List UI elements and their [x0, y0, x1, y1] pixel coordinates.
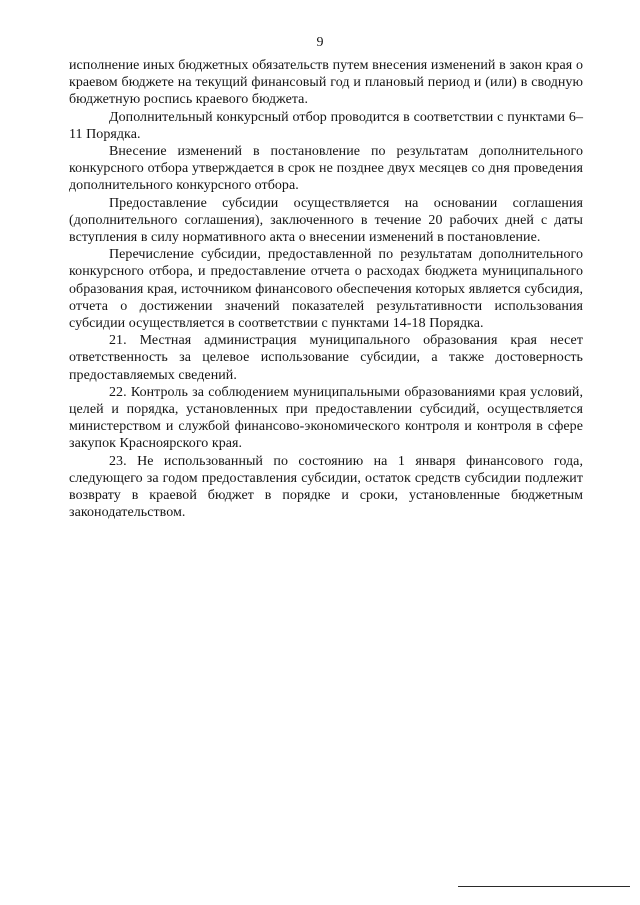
paragraph-continuation: исполнение иных бюджетных обязательств путем внесения изменений в закон края о краевом бюджете на текущий финансовый год и плановый период и (или) в сводную бюджетную роспись краевого бюджета.: [69, 58, 583, 108]
paragraph-subsidy-agreement: Предоставление субсидии осуществляется на основании соглашения (дополнительного соглашения), заключенного в течение 20 рабочих дней с даты вступления в силу нормативного акта о внесении изменений в постановление.: [69, 195, 583, 246]
paragraph-item-22: 22. Контроль за соблюдением муниципальными образованиями края условий, целей и порядка, установленных при предоставлении субсидий, осуществляется министерством и службой финансово-экономического контроля и контроля в сфере закупок Красноярского края.: [69, 384, 583, 452]
paragraph-item-23: 23. Не использованный по состоянию на 1 января финансового года, следующего за годом предоставления субсидии, остаток средств субсидии подлежит возврату в краевой бюджет в порядке и сроки, установленные бюджетным законодательством.: [69, 453, 583, 521]
page-number: 9: [316, 35, 324, 50]
paragraph-resolution-changes: Внесение изменений в постановление по результатам дополнительного конкурсного отбора утверждается в срок не позднее двух месяцев со дня проведения дополнительного конкурсного отбора.: [69, 144, 583, 194]
bottom-divider-line: [458, 886, 630, 887]
document-body: [69, 57, 583, 521]
paragraph-item-21: 21. Местная администрация муниципального образования края несет ответственность за целевое использование субсидии, а также достоверность предоставляемых сведений.: [69, 333, 583, 383]
paragraph-additional-selection: Дополнительный конкурсный отбор проводится в соответствии с пунктами 6–11 Порядка.: [69, 109, 583, 142]
paragraph-subsidy-transfer: Перечисление субсидии, предоставленной по результатам дополнительного конкурсного отбора, и предоставление отчета о расходах бюджета муниципального образования края, источником финансового обеспечения которых является субсидия, отчета о достижении значений показателей результативности использования субсидии осуществляется в соответствии с пунктами 14-18 Порядка.: [69, 247, 583, 332]
